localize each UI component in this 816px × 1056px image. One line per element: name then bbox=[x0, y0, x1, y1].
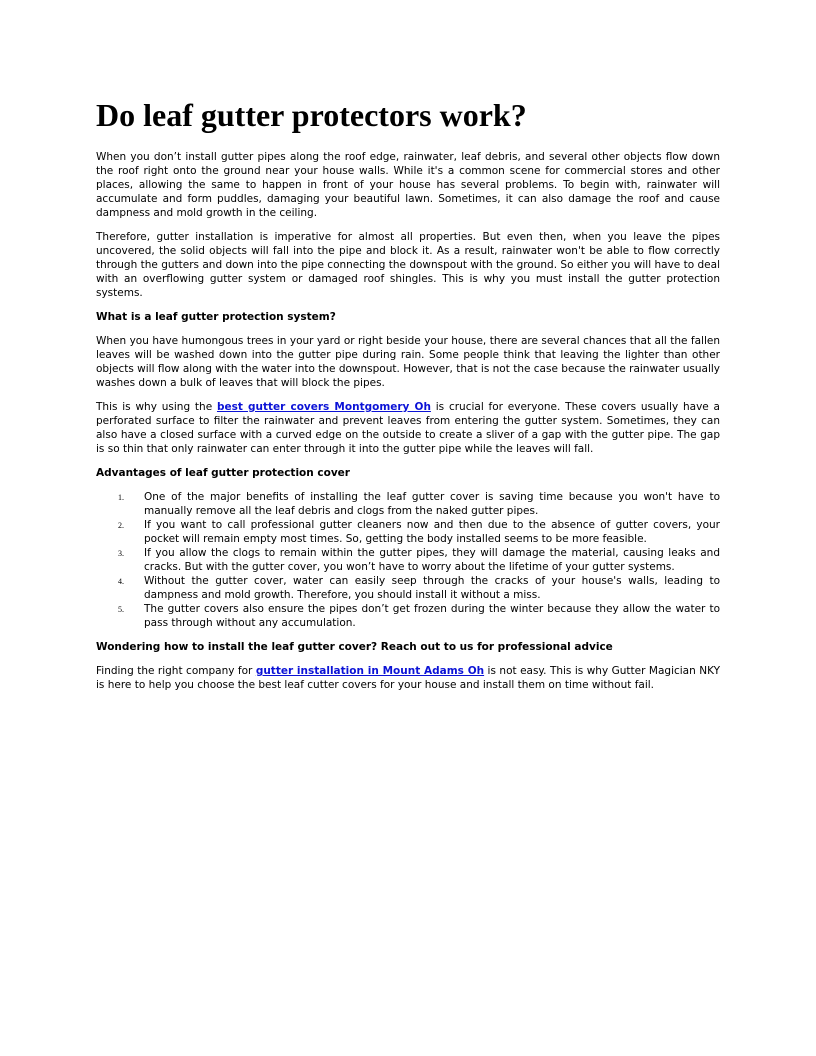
heading-advantages: Advantages of leaf gutter protection cover bbox=[96, 467, 350, 479]
list-item bbox=[96, 518, 720, 546]
paragraph-covers-text-after: is crucial for everyone. These covers usually have a perforated surface to filter the rainwater and prevent leaves from entering the gutter system. Sometimes, they can also have a closed surface with a curved edge on the outside to create a sliver of a gap with the gutter pipe. The gap is so thin that only rainwater can enter through it into the gutter pipe while the leaves will fall. bbox=[96, 401, 720, 455]
list-item bbox=[96, 490, 720, 518]
paragraph-installation: Therefore, gutter installation is imperative for almost all properties. But even then, when you leave the pipes uncovered, the solid objects will fall into the pipe and block it. As a result, rainwater won't be able to flow correctly through the gutters and down into the pipe connecting the downspout with the ground. So either you will have to deal with an overflowing gutter system or damaged roof shingles. This is why you must install the gutter protection systems. bbox=[96, 231, 720, 299]
link-gutter-installation[interactable]: gutter installation in Mount Adams Oh bbox=[255, 665, 485, 677]
list-item-text: If you allow the clogs to remain within the gutter pipes, they will damage the material, causing leaks and cracks. But with the gutter cover, you won’t have to worry about the lifetime of your gutter systems. bbox=[144, 547, 720, 573]
list-item-number: 3. bbox=[118, 549, 124, 558]
heading-protection-system: What is a leaf gutter protection system? bbox=[96, 311, 336, 323]
list-item-text: The gutter covers also ensure the pipes don’t get frozen during the winter because they allow the water to pass through without any accumulation. bbox=[144, 603, 720, 629]
paragraph-closing-text-before: Finding the right company for bbox=[96, 665, 256, 677]
document-page bbox=[96, 96, 720, 702]
heading-install-advice: Wondering how to install the leaf gutter cover? Reach out to us for professional advice bbox=[96, 641, 613, 653]
paragraph-intro: When you don’t install gutter pipes along the roof edge, rainwater, leaf debris, and several other objects flow down the roof right onto the ground near your house walls. While it's a common scene for commercial stores and other places, allowing the same to happen in front of your house has several problems. To begin with, rainwater will accumulate and form puddles, damaging your beautiful lawn. Sometimes, it can also damage the roof and cause dampness and mold growth in the ceiling. bbox=[96, 151, 720, 219]
paragraph-closing-text-after: is not easy. This is why Gutter Magician NKY is here to help you choose the best leaf cutter covers for your house and install them on time without fail. bbox=[96, 665, 721, 691]
list-item-number: 4. bbox=[118, 577, 124, 586]
paragraph-covers bbox=[96, 400, 720, 456]
paragraph-closing bbox=[96, 664, 720, 692]
paragraph-trees: When you have humongous trees in your yard or right beside your house, there are several chances that all the fallen leaves will be washed down into the gutter pipe during rain. Some people think that leaving the lighter than other objects will flow along with the water into the downspout. However, that is not the case because the rainwater usually washes down a bulk of leaves that will block the pipes. bbox=[96, 335, 720, 389]
list-item bbox=[96, 546, 720, 574]
list-item bbox=[96, 574, 720, 602]
page-title: Do leaf gutter protectors work? bbox=[96, 97, 527, 133]
list-item-text: If you want to call professional gutter cleaners now and then due to the absence of gutter covers, your pocket will remain empty most times. So, getting the body installed seems to be more feasible. bbox=[144, 519, 720, 545]
list-item bbox=[96, 602, 720, 630]
list-item-number: 1. bbox=[118, 493, 124, 502]
advantages-list bbox=[96, 490, 720, 630]
list-item-number: 2. bbox=[118, 521, 124, 530]
list-item-text: One of the major benefits of installing the leaf gutter cover is saving time because you won't have to manually remove all the leaf debris and clogs from the naked gutter pipes. bbox=[144, 491, 720, 517]
list-item-number: 5. bbox=[118, 605, 124, 614]
list-item-text: Without the gutter cover, water can easily seep through the cracks of your house's walls, leading to dampness and mold growth. Therefore, you should install it without a miss. bbox=[144, 575, 720, 601]
link-best-gutter-covers[interactable]: best gutter covers Montgomery Oh bbox=[216, 401, 431, 413]
paragraph-covers-text-before: This is why using the bbox=[96, 401, 217, 413]
